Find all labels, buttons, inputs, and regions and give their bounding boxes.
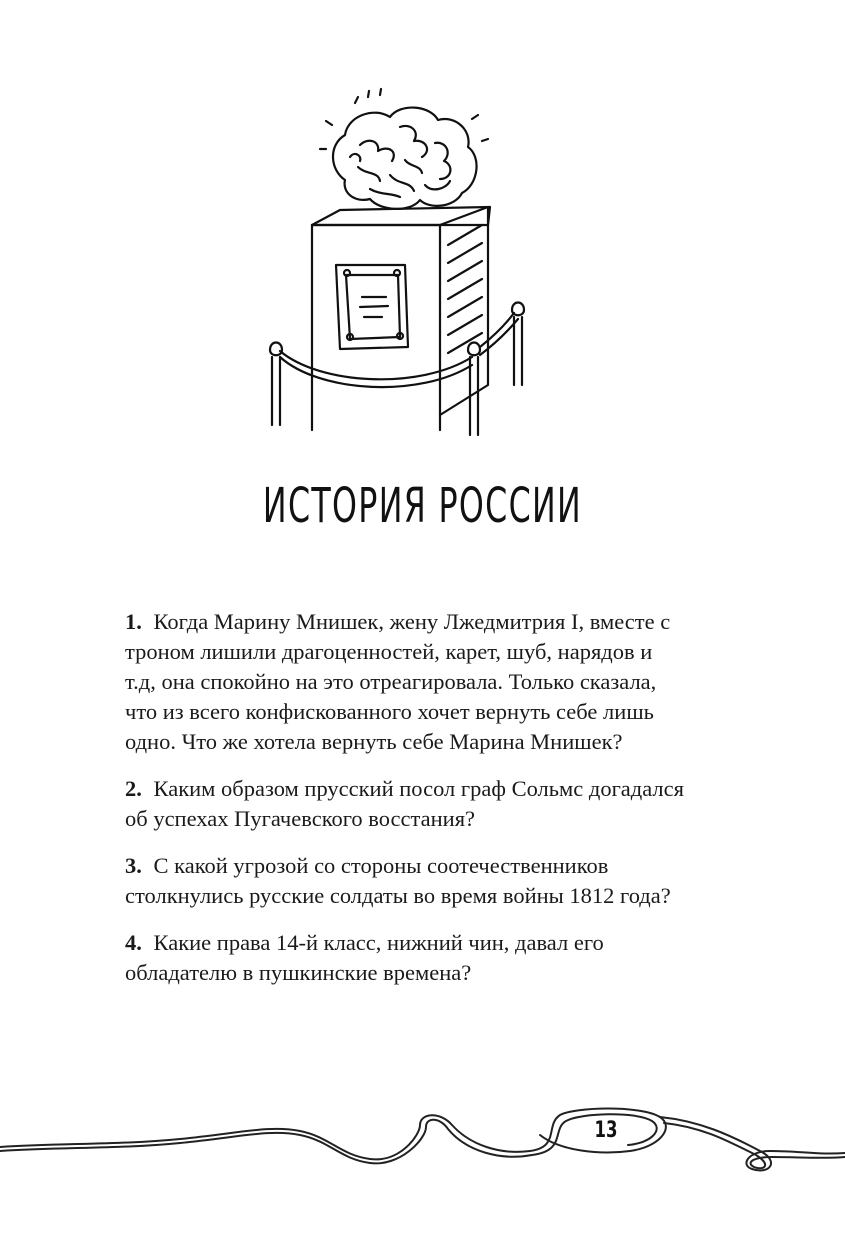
question-item — [125, 774, 685, 834]
footer-wave-decoration — [0, 1095, 845, 1185]
brain-on-pedestal-illustration — [250, 85, 570, 445]
question-text: Какие права 14-й класс, нижний чин, давал его обладателю в пушкинские времена? — [125, 930, 604, 985]
question-item — [125, 928, 685, 988]
chapter-title: ИСТОРИЯ РОССИИ — [262, 478, 583, 534]
question-item — [125, 607, 685, 757]
page-number: 13 — [594, 1118, 618, 1143]
question-item — [125, 851, 685, 911]
question-list — [125, 607, 685, 1005]
question-number: 4. — [125, 930, 142, 955]
question-text: Каким образом прусский посол граф Сольмс догадался об успехах Пугачевского восстания? — [125, 776, 684, 831]
brain-icon — [333, 108, 477, 209]
question-number: 2. — [125, 776, 142, 801]
question-number: 1. — [125, 609, 142, 634]
question-number: 3. — [125, 853, 142, 878]
question-text: С какой угрозой со стороны соотечественников столкнулись русские солдаты во время войны 1812 года? — [125, 853, 671, 908]
question-text: Когда Марину Мнишек, жену Лжедмитрия I, вместе с троном лишили драгоценностей, карет, шуб, нарядов и т.д, она спокойно на это отреагировала. Только сказала, что из всего конфискованного хочет вернуть себе лишь одно. Что же хотела вернуть себе Марина Мнишек? — [125, 609, 671, 754]
